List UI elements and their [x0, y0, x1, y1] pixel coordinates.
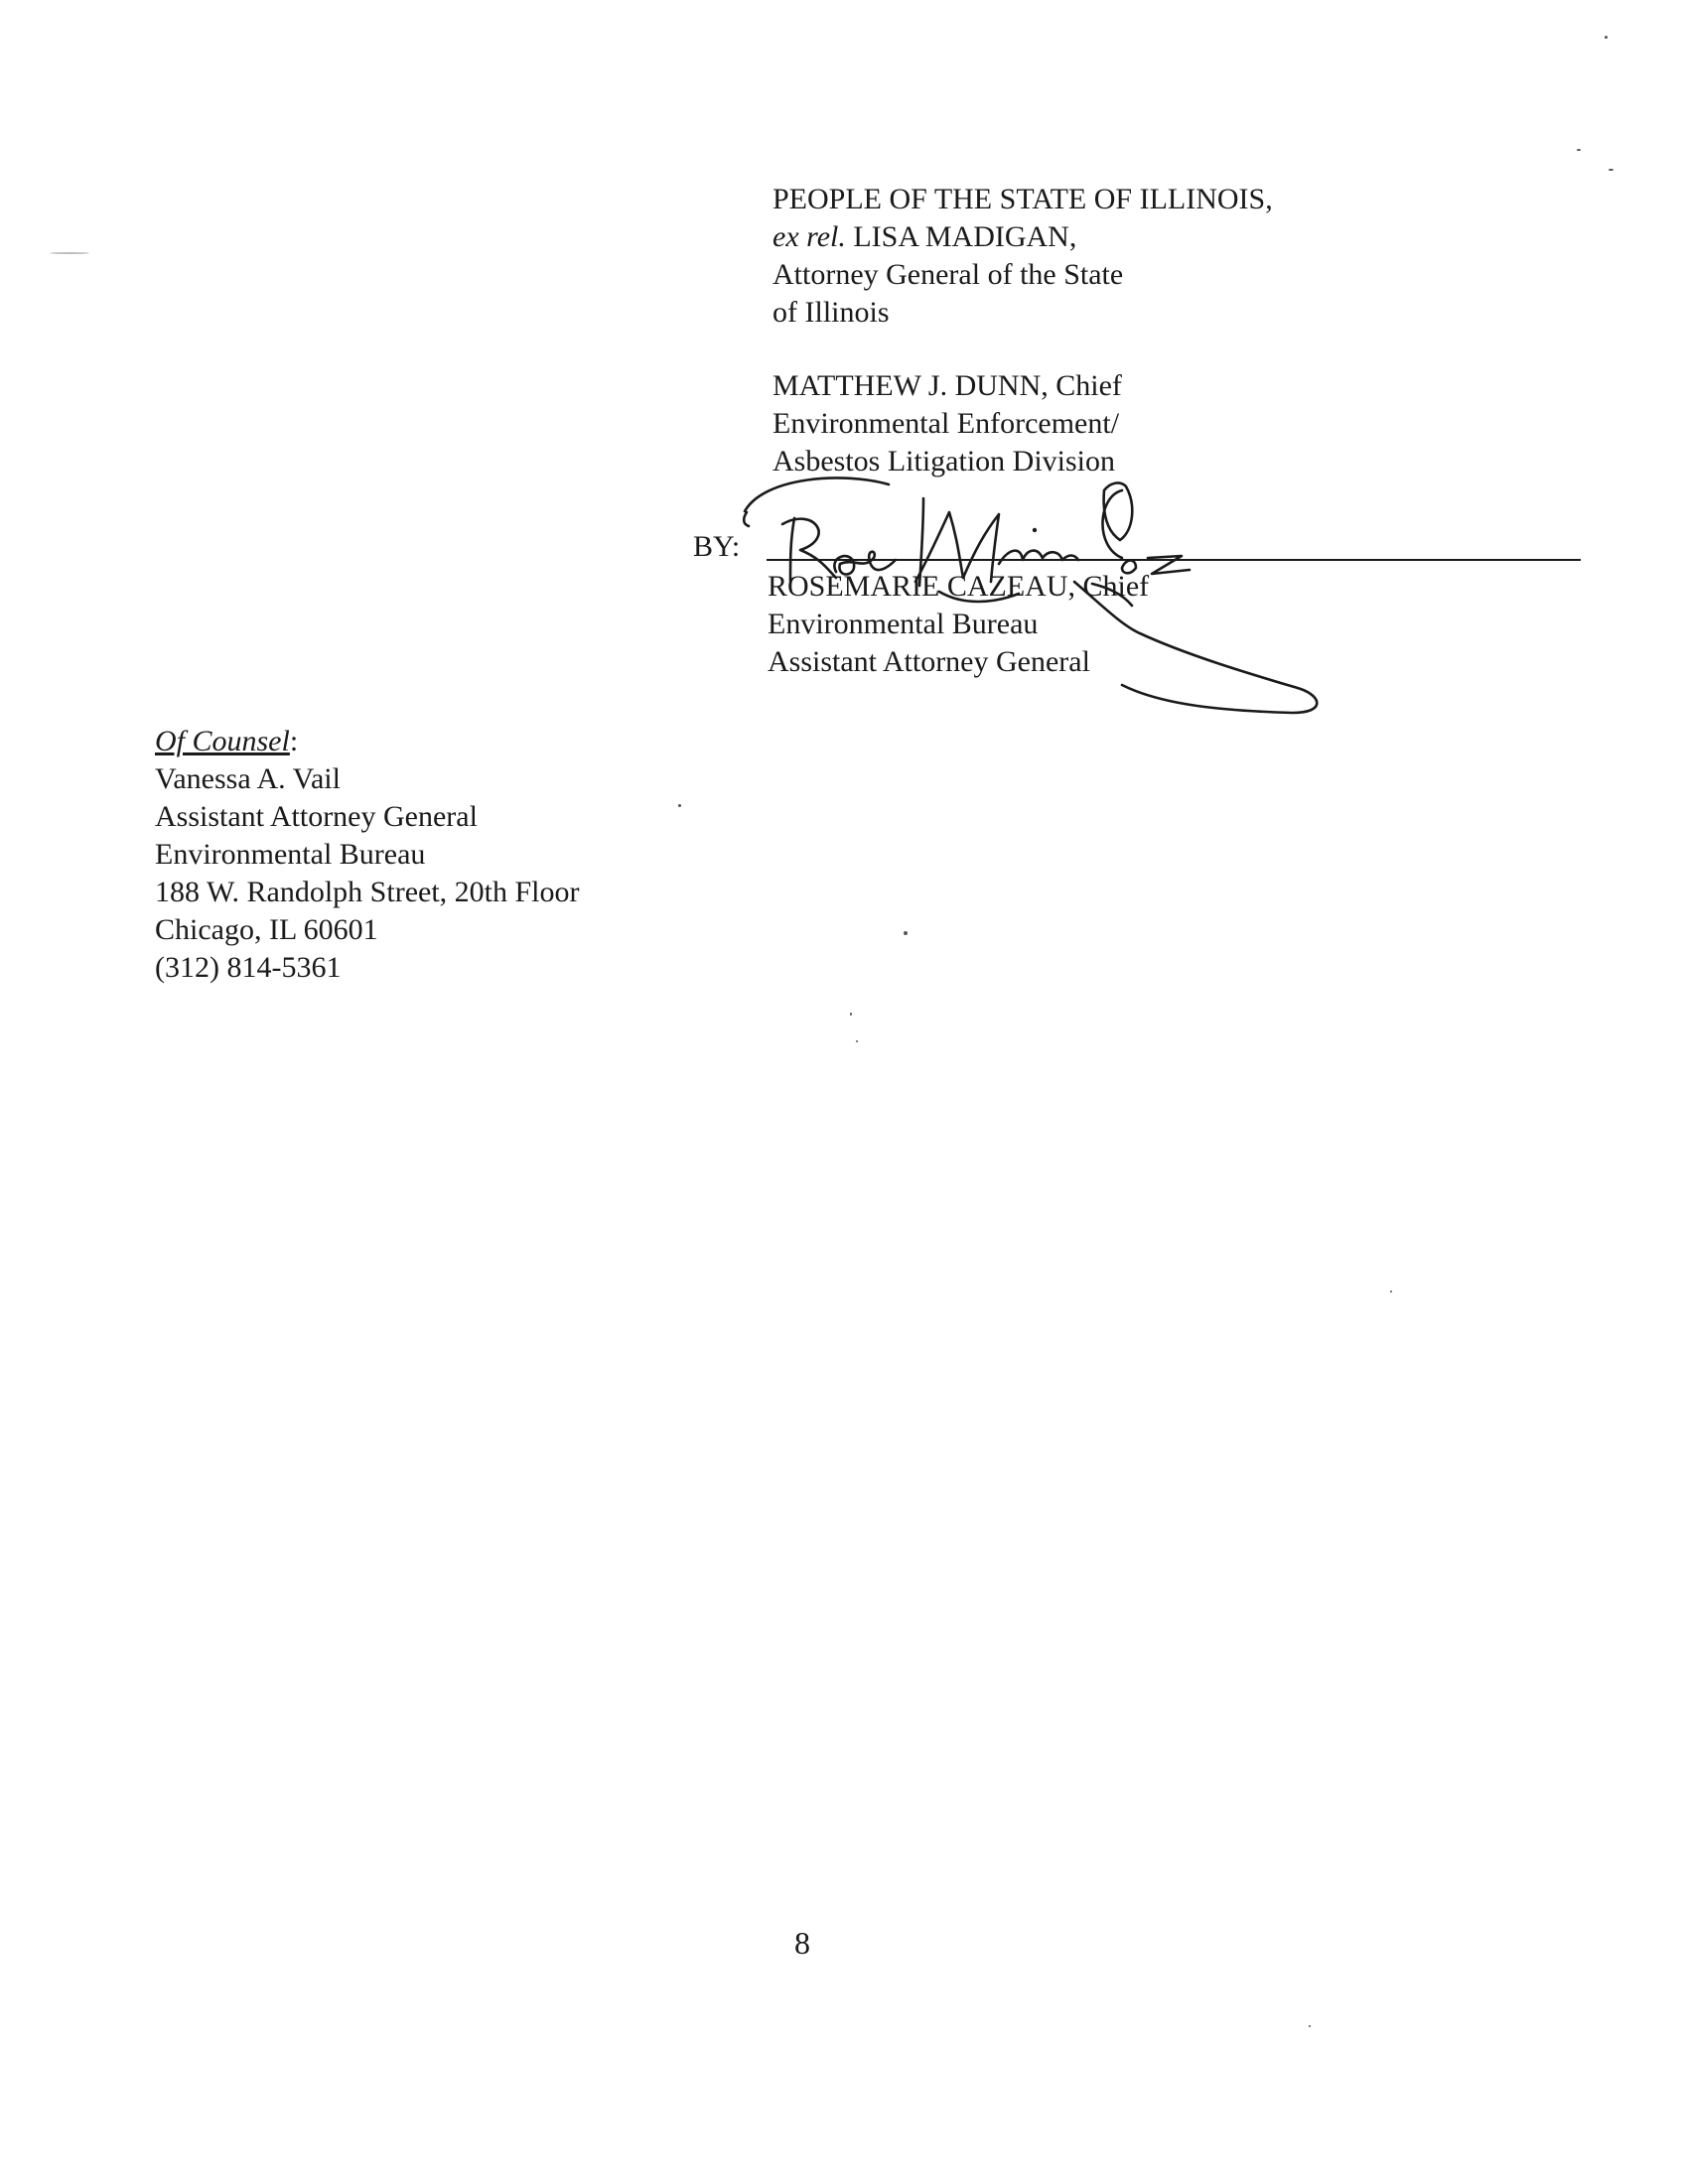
- counsel-title: Assistant Attorney General: [155, 800, 478, 833]
- signature-stroke-c: [1102, 490, 1122, 558]
- division-line-3: Asbestos Litigation Division: [772, 445, 1115, 478]
- signature-stroke-small-a: [1122, 561, 1136, 574]
- scan-speck: [1577, 149, 1581, 151]
- handwritten-signature: [725, 447, 1340, 715]
- signer-name: ROSEMARIE CAZEAU, Chief: [768, 570, 1150, 603]
- plaintiff-line-2: [772, 218, 1076, 256]
- scan-speck: [50, 252, 89, 254]
- signature-stroke-m-body: [915, 512, 999, 582]
- counsel-heading-colon: :: [289, 725, 299, 757]
- signature-stroke-tail: [1074, 582, 1317, 713]
- signer-title-2: Assistant Attorney General: [768, 645, 1090, 678]
- signature-stroke-underline: [939, 592, 1019, 602]
- plaintiff-line-1: PEOPLE OF THE STATE OF ILLINOIS,: [772, 183, 1273, 215]
- division-line-1: MATTHEW J. DUNN, Chief: [772, 369, 1122, 402]
- signer-title-1: Environmental Bureau: [768, 608, 1039, 640]
- signature-stroke-arie: [999, 551, 1078, 564]
- counsel-phone: (312) 814-5361: [155, 951, 342, 984]
- scan-speck: [1605, 36, 1608, 39]
- attorney-general-name: LISA MADIGAN,: [845, 220, 1077, 253]
- scan-speck: [904, 931, 908, 935]
- signature-stroke-flourish-tail: [744, 512, 749, 526]
- signature-dot: [1033, 528, 1037, 532]
- scan-speck: [678, 804, 681, 807]
- division-line-2: Environmental Enforcement/: [772, 407, 1120, 440]
- counsel-heading-label: Of Counsel: [155, 725, 290, 757]
- page-number: 8: [794, 1925, 810, 1961]
- scan-speck: [1390, 1291, 1392, 1293]
- scan-speck: [850, 1013, 852, 1016]
- ex-rel-label: ex rel.: [772, 220, 846, 253]
- scan-speck: [1309, 2025, 1311, 2027]
- scan-speck: [856, 1040, 858, 1042]
- by-label: BY:: [693, 530, 741, 563]
- signature-stroke-flourish: [745, 478, 889, 511]
- scan-speck: [1609, 169, 1614, 171]
- counsel-heading: [155, 723, 298, 760]
- signature-stroke-r-stem: [790, 518, 794, 581]
- signature-stroke-ose: [834, 552, 896, 575]
- counsel-name: Vanessa A. Vail: [155, 762, 341, 795]
- counsel-city: Chicago, IL 60601: [155, 913, 378, 946]
- signature-stroke-z: [1148, 556, 1190, 574]
- plaintiff-line-3: Attorney General of the State: [772, 258, 1124, 291]
- counsel-street: 188 W. Randolph Street, 20th Floor: [155, 876, 580, 908]
- plaintiff-line-4: of Illinois: [772, 296, 890, 329]
- counsel-bureau: Environmental Bureau: [155, 838, 426, 871]
